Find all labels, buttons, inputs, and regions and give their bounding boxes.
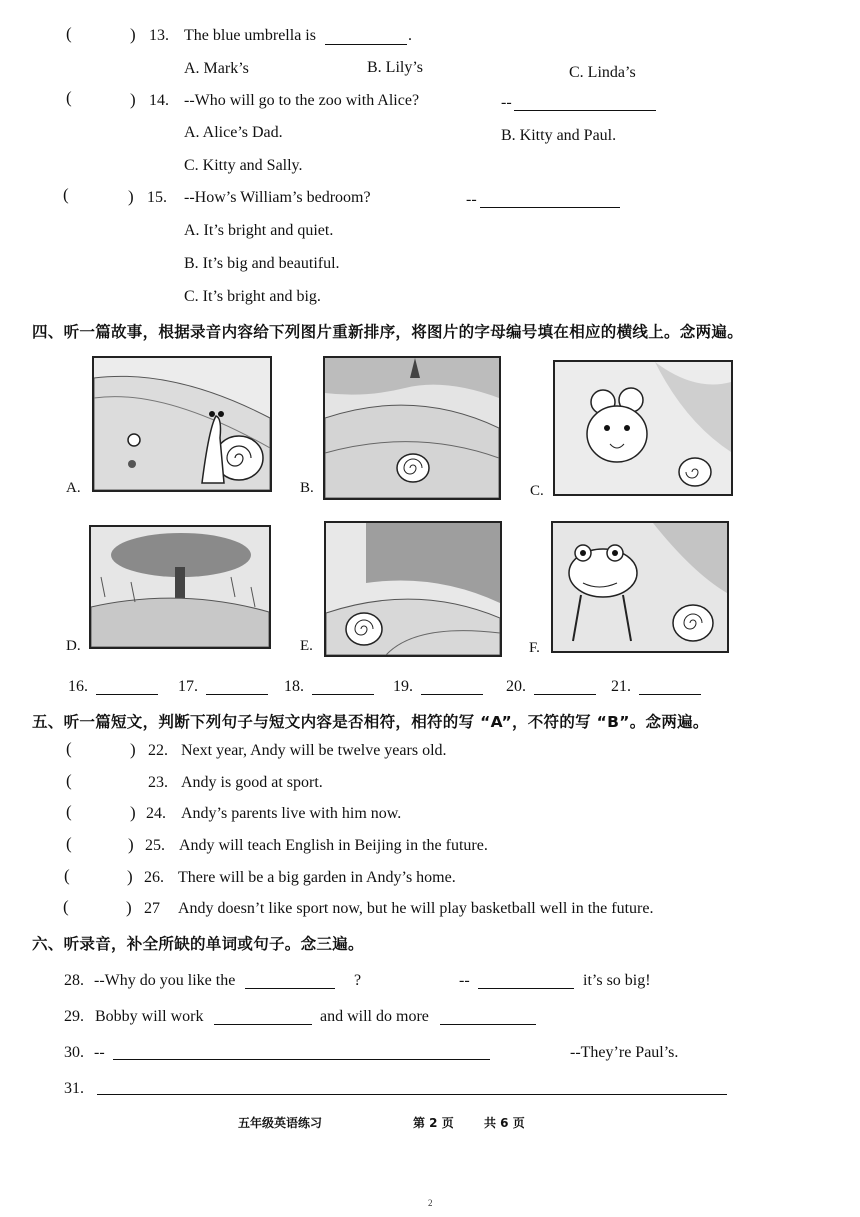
answer-blank[interactable] bbox=[421, 680, 483, 695]
statement-text: Andy’s parents live with him now. bbox=[181, 805, 402, 822]
answer-paren-open: ( bbox=[66, 88, 72, 107]
question-number: 30. bbox=[64, 1044, 84, 1061]
statement-text: Andy is good at sport. bbox=[181, 774, 323, 791]
answer-blank[interactable] bbox=[206, 680, 268, 695]
question-number: 27 bbox=[144, 900, 160, 917]
option-b: B. Lily’s bbox=[367, 59, 424, 76]
answer-paren-open: ( bbox=[66, 834, 72, 853]
question-text: --Why do you like the bbox=[94, 972, 236, 989]
question-number: 15. bbox=[147, 189, 167, 206]
question-number: 13. bbox=[149, 27, 169, 44]
statement-text: There will be a big garden in Andy’s home. bbox=[178, 869, 456, 886]
answer-paren-open: ( bbox=[66, 739, 72, 758]
answer-blank[interactable] bbox=[440, 1010, 536, 1025]
picture-label: D. bbox=[66, 638, 81, 654]
snail-path-icon bbox=[326, 523, 500, 655]
picture-label: E. bbox=[300, 638, 313, 654]
answer-blank[interactable] bbox=[534, 680, 596, 695]
section-heading: 六、听录音，补全所缺的单词或句子。念三遍。 bbox=[32, 935, 364, 953]
picture-label: B. bbox=[300, 480, 314, 496]
tree-rain-icon bbox=[91, 527, 269, 647]
statement-text: Next year, Andy will be twelve years old. bbox=[181, 742, 447, 759]
answer-number: 16. bbox=[68, 678, 88, 695]
answer-blank[interactable] bbox=[214, 1010, 312, 1025]
story-picture-d bbox=[89, 525, 271, 649]
answer-paren-open: ( bbox=[63, 185, 69, 204]
footer-page: 第 2 页 bbox=[413, 1116, 454, 1130]
option-c: C. Kitty and Sally. bbox=[184, 157, 303, 174]
story-picture-f bbox=[551, 521, 729, 653]
answer-paren-close: ) bbox=[130, 740, 136, 759]
answer-number: 19. bbox=[393, 678, 413, 695]
answer-number: 17. bbox=[178, 678, 198, 695]
reply-text: --They’re Paul’s. bbox=[570, 1044, 679, 1061]
footer-total: 共 6 页 bbox=[484, 1116, 525, 1130]
option-c: C. Linda’s bbox=[569, 64, 636, 81]
answer-blank[interactable] bbox=[514, 96, 656, 111]
frog-snail-icon bbox=[553, 523, 727, 651]
mouse-snail-icon bbox=[555, 362, 731, 494]
option-a: A. Alice’s Dad. bbox=[184, 124, 283, 141]
snail-forest-icon bbox=[325, 358, 499, 498]
answer-blank[interactable] bbox=[480, 193, 620, 208]
answer-paren-open: ( bbox=[63, 897, 69, 916]
question-number: 31. bbox=[64, 1080, 84, 1097]
answer-blank[interactable] bbox=[96, 680, 158, 695]
story-picture-c bbox=[553, 360, 733, 496]
question-text: Bobby will work bbox=[95, 1008, 204, 1025]
question-number: 28. bbox=[64, 972, 84, 989]
answer-dash: -- bbox=[459, 972, 470, 989]
question-number: 23. bbox=[148, 774, 168, 791]
question-stem: The blue umbrella is bbox=[184, 27, 316, 44]
answer-paren-close: ) bbox=[126, 898, 132, 917]
statement-text: Andy doesn’t like sport now, but he will play basketball well in the future. bbox=[178, 900, 654, 917]
picture-label: C. bbox=[530, 483, 544, 499]
story-picture-a bbox=[92, 356, 272, 492]
answer-dash: -- bbox=[501, 94, 512, 111]
question-number: 25. bbox=[145, 837, 165, 854]
answer-number: 21. bbox=[611, 678, 631, 695]
answer-paren-close: ) bbox=[130, 25, 136, 44]
answer-blank[interactable] bbox=[325, 30, 407, 45]
option-b: B. It’s big and beautiful. bbox=[184, 255, 340, 272]
question-stem: --Who will go to the zoo with Alice? bbox=[184, 92, 420, 109]
picture-label: F. bbox=[529, 640, 540, 656]
option-a: A. It’s bright and quiet. bbox=[184, 222, 334, 239]
section-heading: 四、听一篇故事，根据录音内容给下列图片重新排序，将图片的字母编号填在相应的横线上。念两遍。 bbox=[32, 323, 744, 341]
answer-blank[interactable] bbox=[245, 974, 335, 989]
answer-paren-open: ( bbox=[66, 802, 72, 821]
answer-blank[interactable] bbox=[312, 680, 374, 695]
answer-blank[interactable] bbox=[639, 680, 701, 695]
section-heading: 五、听一篇短文，判断下列句子与短文内容是否相符，相符的写 “A”，不符的写 “B”。念两遍。 bbox=[32, 713, 709, 731]
footer-title: 五年级英语练习 bbox=[238, 1116, 323, 1130]
question-mark: ? bbox=[354, 972, 362, 989]
answer-paren-open: ( bbox=[64, 866, 70, 885]
answer-paren-close: ) bbox=[127, 867, 133, 886]
story-picture-e bbox=[324, 521, 502, 657]
statement-text: Andy will teach English in Beijing in the future. bbox=[179, 837, 488, 854]
question-stem: --How’s William’s bedroom? bbox=[184, 189, 371, 206]
answer-line[interactable] bbox=[97, 1080, 727, 1095]
question-number: 26. bbox=[144, 869, 164, 886]
answer-line[interactable] bbox=[113, 1045, 490, 1060]
question-number: 24. bbox=[146, 805, 166, 822]
question-text: and will do more bbox=[320, 1008, 429, 1025]
stem-end: . bbox=[408, 27, 412, 44]
snail-ladybug-icon bbox=[94, 358, 270, 490]
picture-label: A. bbox=[66, 480, 81, 496]
question-number: 14. bbox=[149, 92, 169, 109]
story-picture-b bbox=[323, 356, 501, 500]
sentence-end: it’s so big! bbox=[583, 972, 651, 989]
answer-paren-close: ) bbox=[128, 187, 134, 206]
option-c: C. It’s bright and big. bbox=[184, 288, 321, 305]
answer-paren-close: ) bbox=[130, 803, 136, 822]
question-number: 29. bbox=[64, 1008, 84, 1025]
answer-number: 18. bbox=[284, 678, 304, 695]
answer-paren-close: ) bbox=[130, 90, 136, 109]
question-number: 22. bbox=[148, 742, 168, 759]
answer-blank[interactable] bbox=[478, 974, 574, 989]
option-a: A. Mark’s bbox=[184, 60, 249, 77]
option-b: B. Kitty and Paul. bbox=[501, 127, 617, 144]
answer-dash: -- bbox=[94, 1044, 105, 1061]
answer-paren-close: ) bbox=[128, 835, 134, 854]
page-number: 2 bbox=[428, 1198, 433, 1208]
answer-dash: -- bbox=[466, 191, 477, 208]
answer-number: 20. bbox=[506, 678, 526, 695]
answer-paren-open: ( bbox=[66, 771, 72, 790]
answer-paren-open: ( bbox=[66, 24, 72, 43]
